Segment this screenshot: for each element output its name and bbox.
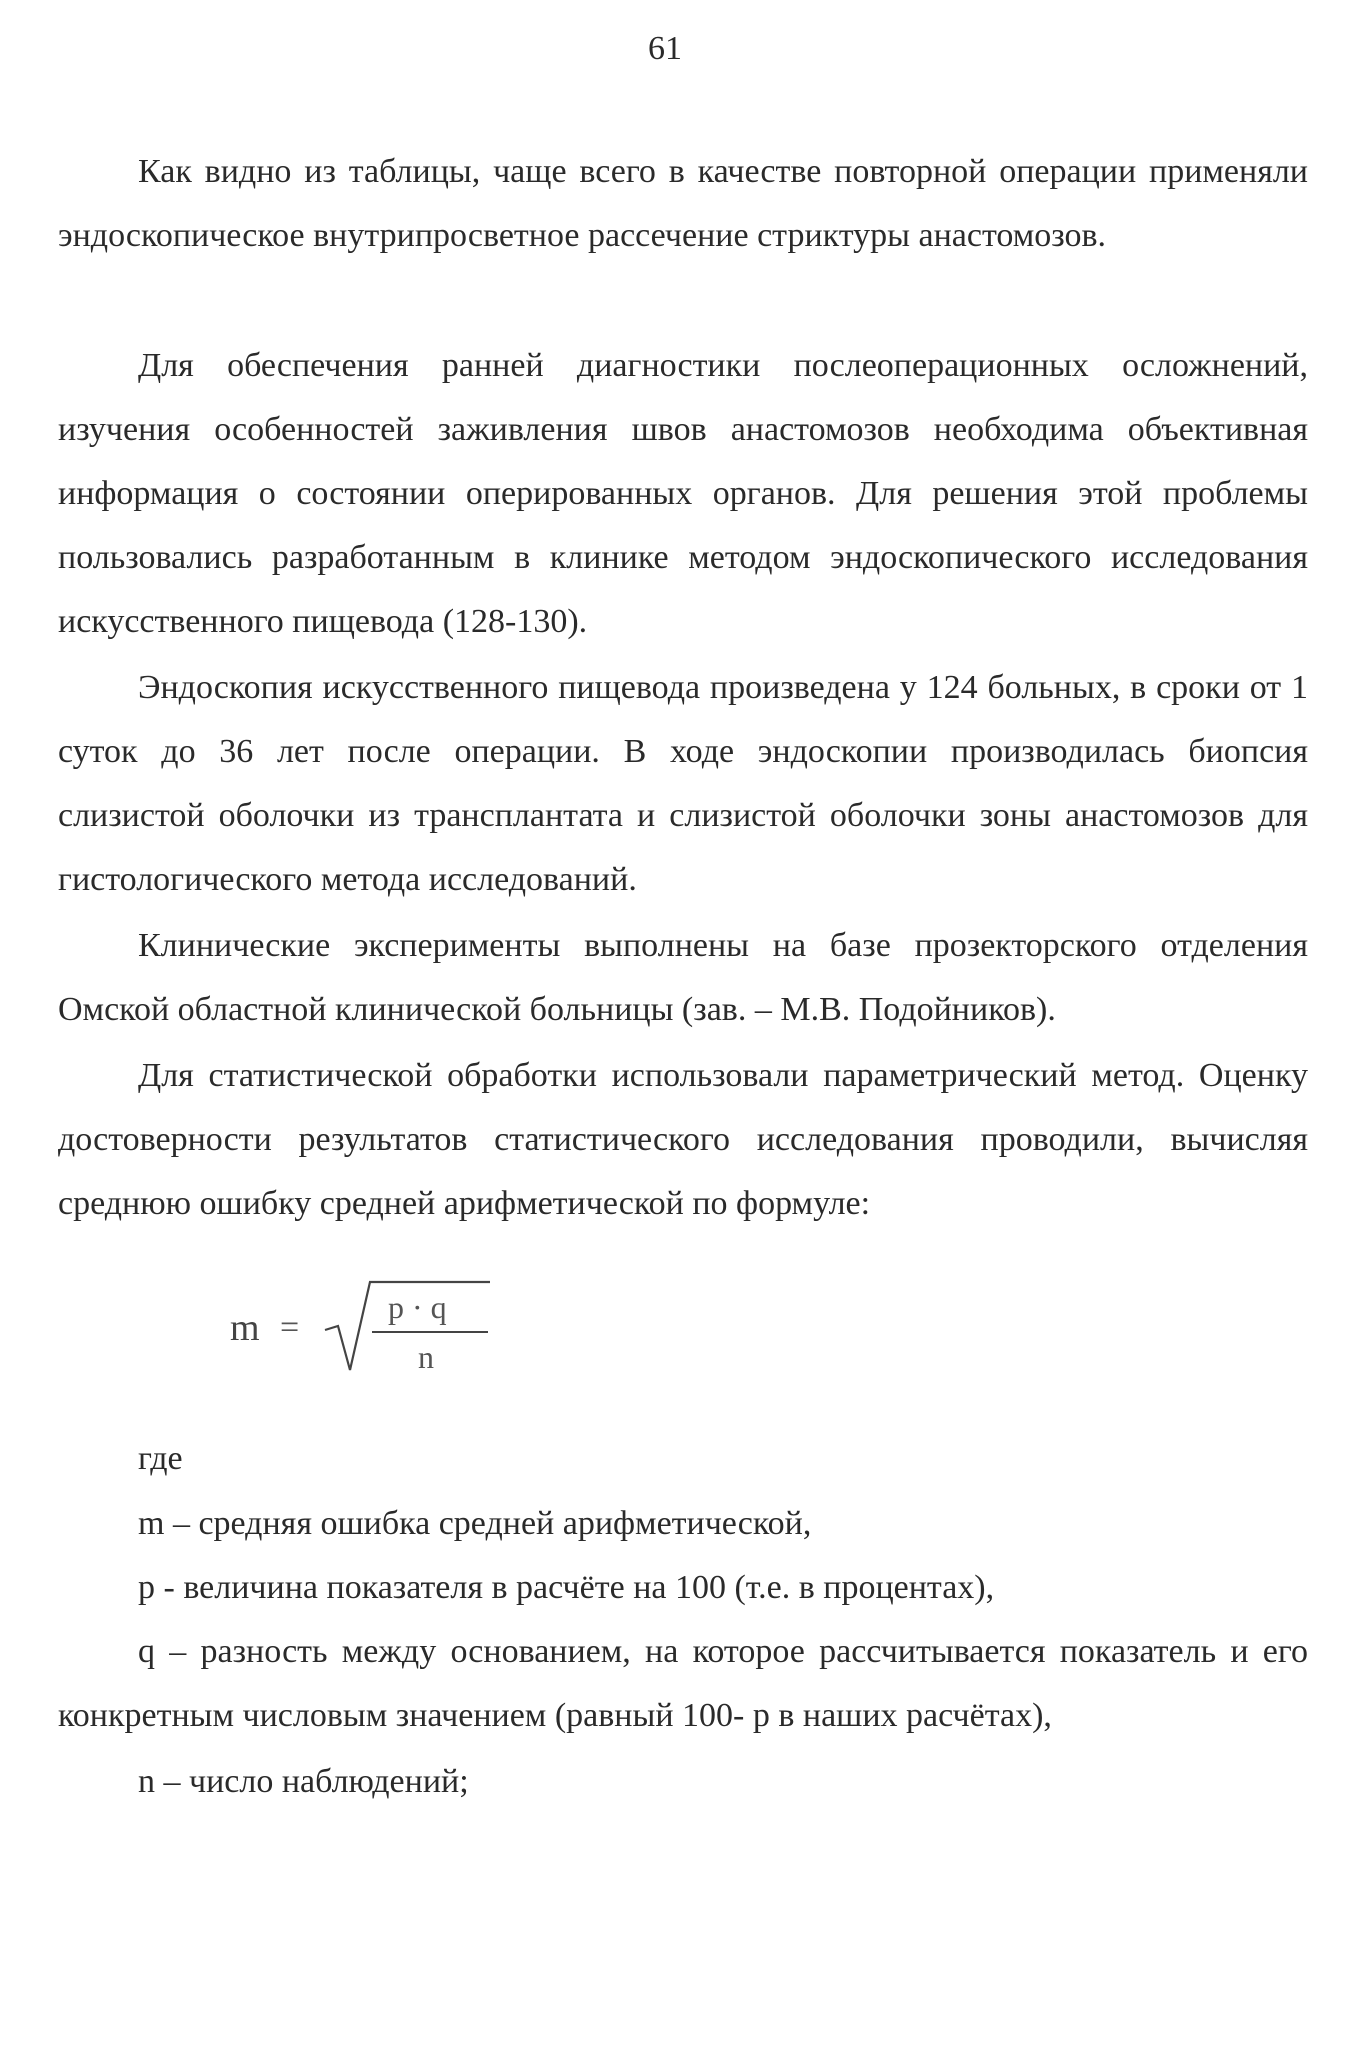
paragraph-endoscopy: Эндоскопия искусственного пищевода произведена у 124 больных, в сроки от 1 суток до 36 лет после операции. В ходе эндоскопии производилась биопсия слизистой оболочки из трансплантата и слизистой оболочки зоны анастомозов для гистологического метода исследований. [58,669,1308,898]
formula-lhs: m [230,1307,260,1349]
formula-graphic [220,1270,540,1390]
definition-p: p - величина показателя в расчёте на 100 (т.е. в процентах), [138,1569,995,1606]
paragraph-statistics: Для статистической обработки использовали параметрический метод. Оценку достоверности результатов статистического исследования проводили, вычисляя среднюю ошибку средней арифметической по формуле: [58,1057,1308,1222]
standard-error-formula [220,1270,540,1390]
definition-n: n – число наблюдений; [138,1763,469,1800]
formula-numerator: p · q [388,1289,447,1325]
formula-equals: = [280,1309,300,1346]
definitions-where: где [138,1440,183,1477]
paragraph-early-diagnostics: Для обеспечения ранней диагностики послеоперационных осложнений, изучения особенностей заживления швов анастомозов необходима объективная информация о состоянии оперированных органов. Для решения этой проблемы пользовались разработанным в клинике методом эндоскопического исследования искусственного пищевода (128-130). [58,347,1308,640]
paragraph-clinical-experiments: Клинические эксперименты выполнены на базе прозекторского отделения Омской областной клинической больницы (зав. – М.В. Подойников). [58,927,1308,1028]
definition-m: m – средняя ошибка средней арифметической, [138,1505,812,1542]
paragraph-repeat-operation: Как видно из таблицы, чаще всего в качестве повторной операции применяли эндоскопическое внутрипросветное рассечение стриктуры анастомозов. [58,153,1308,254]
page-number: 61 [648,30,682,67]
definition-q: q – разность между основанием, на которое рассчитывается показатель и его конкретным числовым значением (равный 100- p в наших расчётах), [58,1633,1308,1734]
formula-denominator: n [418,1339,434,1375]
